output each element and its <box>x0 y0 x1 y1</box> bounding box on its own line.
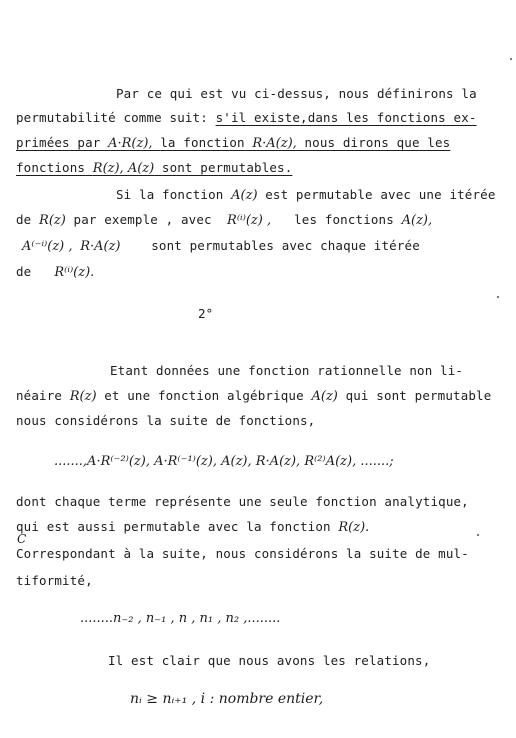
scan-speck <box>497 296 499 298</box>
p3-line-2-a: néaire <box>16 388 63 403</box>
p1-handwritten-ar: A·R(z), <box>108 136 153 151</box>
p2-line-1-b: est permutable avec une itérée <box>265 187 496 202</box>
p2-line-2 <box>16 212 432 229</box>
p1-line-2 <box>16 110 477 126</box>
p5-line-1: Il est clair que nous avons les relations, <box>108 653 431 668</box>
section-number: 2° <box>198 306 214 321</box>
p2-line-2-c: les fonctions <box>294 212 394 227</box>
p2-handwritten-ri-end: R⁽ⁱ⁾(z). <box>54 265 95 280</box>
p4-line-2 <box>16 519 369 536</box>
p1-line-4 <box>16 160 292 177</box>
p1-line-3 <box>16 135 450 152</box>
p2-line-2-a: de <box>16 212 32 227</box>
p5-handwritten-relation: nᵢ ≥ nᵢ₊₁ , i : nombre entier, <box>130 691 324 707</box>
p1-line-3-a: primées par <box>16 135 101 150</box>
p1-line-2-b: s'il existe,dans les fonctions ex- <box>215 110 477 125</box>
p2-line-4 <box>16 264 94 281</box>
p2-handwritten-ra: R·A(z) <box>80 239 121 254</box>
p4-line-3: Correspondant à la suite, nous considérons la suite de mul- <box>16 546 469 561</box>
p4-line-2-a: qui est aussi permutable avec la fonction <box>16 519 331 534</box>
p1-line-3-c: nous dirons que les <box>304 135 451 150</box>
p2-handwritten-ri: R⁽ⁱ⁾(z) , <box>227 213 272 228</box>
scan-speck <box>510 58 512 60</box>
p3-handwritten-r: R(z) <box>69 389 97 404</box>
p1-line-2-a: permutabilité comme suit: <box>16 110 208 125</box>
p3-line-2-b: et une fonction algébrique <box>104 388 304 403</box>
p2-line-1 <box>116 187 496 204</box>
p3-line-1: Etant données une fonction rationnelle non li- <box>110 363 464 378</box>
p4-handwritten-correction: C <box>17 532 27 546</box>
p1-handwritten-ra: R·A(z), <box>252 136 297 151</box>
p2-line-3-b: sont permutables avec chaque itérée <box>151 238 420 253</box>
p2-line-3 <box>22 238 420 255</box>
p2-handwritten-az: A(z), <box>401 213 433 228</box>
p4-line-4: tiformité, <box>16 573 93 588</box>
p4-handwritten-r: R(z). <box>338 520 370 535</box>
p2-handwritten-r: R(z) <box>39 213 66 228</box>
p3-line-2-c: qui sont permutable <box>345 388 492 403</box>
p2-handwritten-a-inverse: A⁽⁻ⁱ⁾(z) , <box>22 239 73 254</box>
p3-line-3: nous considérons la suite de fonctions, <box>16 413 316 428</box>
p2-line-2-b: par exemple , avec <box>73 212 212 227</box>
p1-line-3-b: la fonction <box>160 135 245 150</box>
p3-handwritten-a: A(z) <box>311 389 338 404</box>
p2-line-4-a: de <box>16 264 32 279</box>
p1-line-4-a: fonctions <box>16 160 86 175</box>
p1-line-4-b: sont permutables. <box>161 160 293 175</box>
p1-handwritten-ra-pair: R(z), A(z) <box>92 161 155 176</box>
scan-speck <box>477 534 479 536</box>
p3-handwritten-sequence: .......,A·R⁽⁻²⁾(z), A·R⁽⁻¹⁾(z), A(z), R·A(z), R⁽²⁾A(z), .......; <box>54 454 394 469</box>
p3-line-2 <box>16 388 491 405</box>
p2-handwritten-a: A(z) <box>231 188 258 203</box>
p4-handwritten-multiformity: ........n₋₂ , n₋₁ , n , n₁ , n₂ ,........ <box>80 611 281 626</box>
p4-line-1: dont chaque terme représente une seule fonction analytique, <box>16 494 469 509</box>
p2-line-1-a: Si la fonction <box>116 187 224 202</box>
p1-line-1: Par ce qui est vu ci-dessus, nous définirons la <box>116 86 477 101</box>
